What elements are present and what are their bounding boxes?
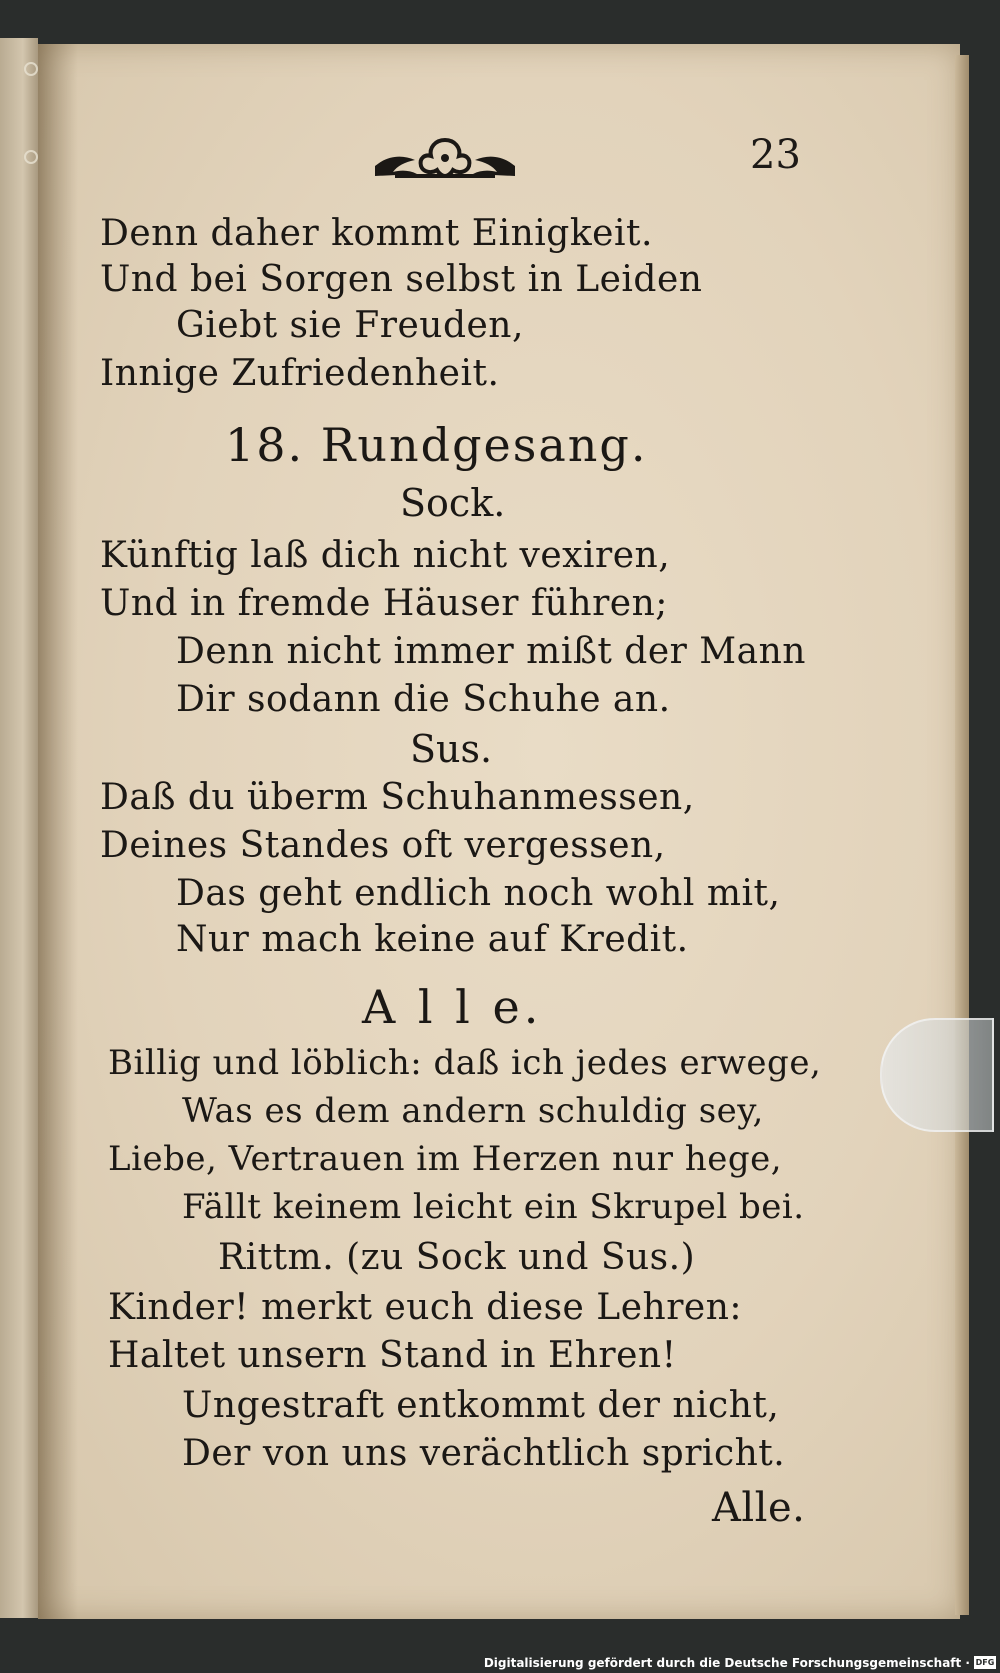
speaker-label: Sus. bbox=[410, 727, 493, 771]
poem-line: Innige Zufriedenheit. bbox=[100, 353, 500, 394]
speaker-label: A l l e. bbox=[362, 980, 543, 1034]
poem-line: Der von uns verächtlich spricht. bbox=[182, 1433, 786, 1474]
floral-ornament-icon bbox=[375, 132, 515, 184]
glass-page-holder bbox=[880, 1018, 994, 1132]
digitization-credit: Digitalisierung gefördert durch die Deutsche Forschungsgemeinschaft · bbox=[483, 1656, 970, 1670]
binding-stitch bbox=[24, 62, 38, 76]
speaker-label: Rittm. (zu Sock und Sus.) bbox=[218, 1237, 696, 1278]
poem-line: Was es dem andern schuldig sey, bbox=[182, 1091, 764, 1131]
poem-line: Ungestraft entkommt der nicht, bbox=[182, 1385, 780, 1426]
poem-line: Denn nicht immer mißt der Mann bbox=[176, 631, 806, 672]
poem-line: Daß du überm Schuhanmessen, bbox=[100, 777, 695, 818]
poem-line: Liebe, Vertrauen im Herzen nur hege, bbox=[108, 1139, 783, 1179]
poem-line: Denn daher kommt Einigkeit. bbox=[100, 213, 653, 254]
poem-line: Das geht endlich noch wohl mit, bbox=[176, 873, 781, 914]
poem-line: Giebt sie Freuden, bbox=[176, 305, 524, 346]
poem-line: Dir sodann die Schuhe an. bbox=[176, 679, 671, 720]
poem-line: Künftig laß dich nicht vexiren, bbox=[100, 535, 671, 576]
poem-line: Fällt keinem leicht ein Skrupel bei. bbox=[182, 1187, 805, 1227]
poem-line: Und bei Sorgen selbst in Leiden bbox=[100, 259, 703, 300]
page-stack-edge bbox=[955, 55, 969, 1615]
facing-page-edge bbox=[0, 38, 38, 1618]
speaker-label: Sock. bbox=[400, 481, 506, 525]
poem-line: Kinder! merkt euch diese Lehren: bbox=[108, 1287, 743, 1328]
poem-line: Nur mach keine auf Kredit. bbox=[176, 919, 689, 960]
page-number: 23 bbox=[750, 132, 801, 178]
song-heading: 18. Rundgesang. bbox=[225, 418, 648, 472]
poem-line: Deines Standes oft vergessen, bbox=[100, 825, 666, 866]
dfg-logo: DFG bbox=[975, 1658, 995, 1667]
poem-line: Billig und löblich: daß ich jedes erwege, bbox=[108, 1043, 822, 1083]
spine-shadow bbox=[38, 44, 78, 1619]
poem-line: Und in fremde Häuser führen; bbox=[100, 583, 668, 624]
catchword: Alle. bbox=[712, 1485, 806, 1531]
binding-stitch bbox=[24, 150, 38, 164]
poem-line: Haltet unsern Stand in Ehren! bbox=[108, 1335, 677, 1376]
